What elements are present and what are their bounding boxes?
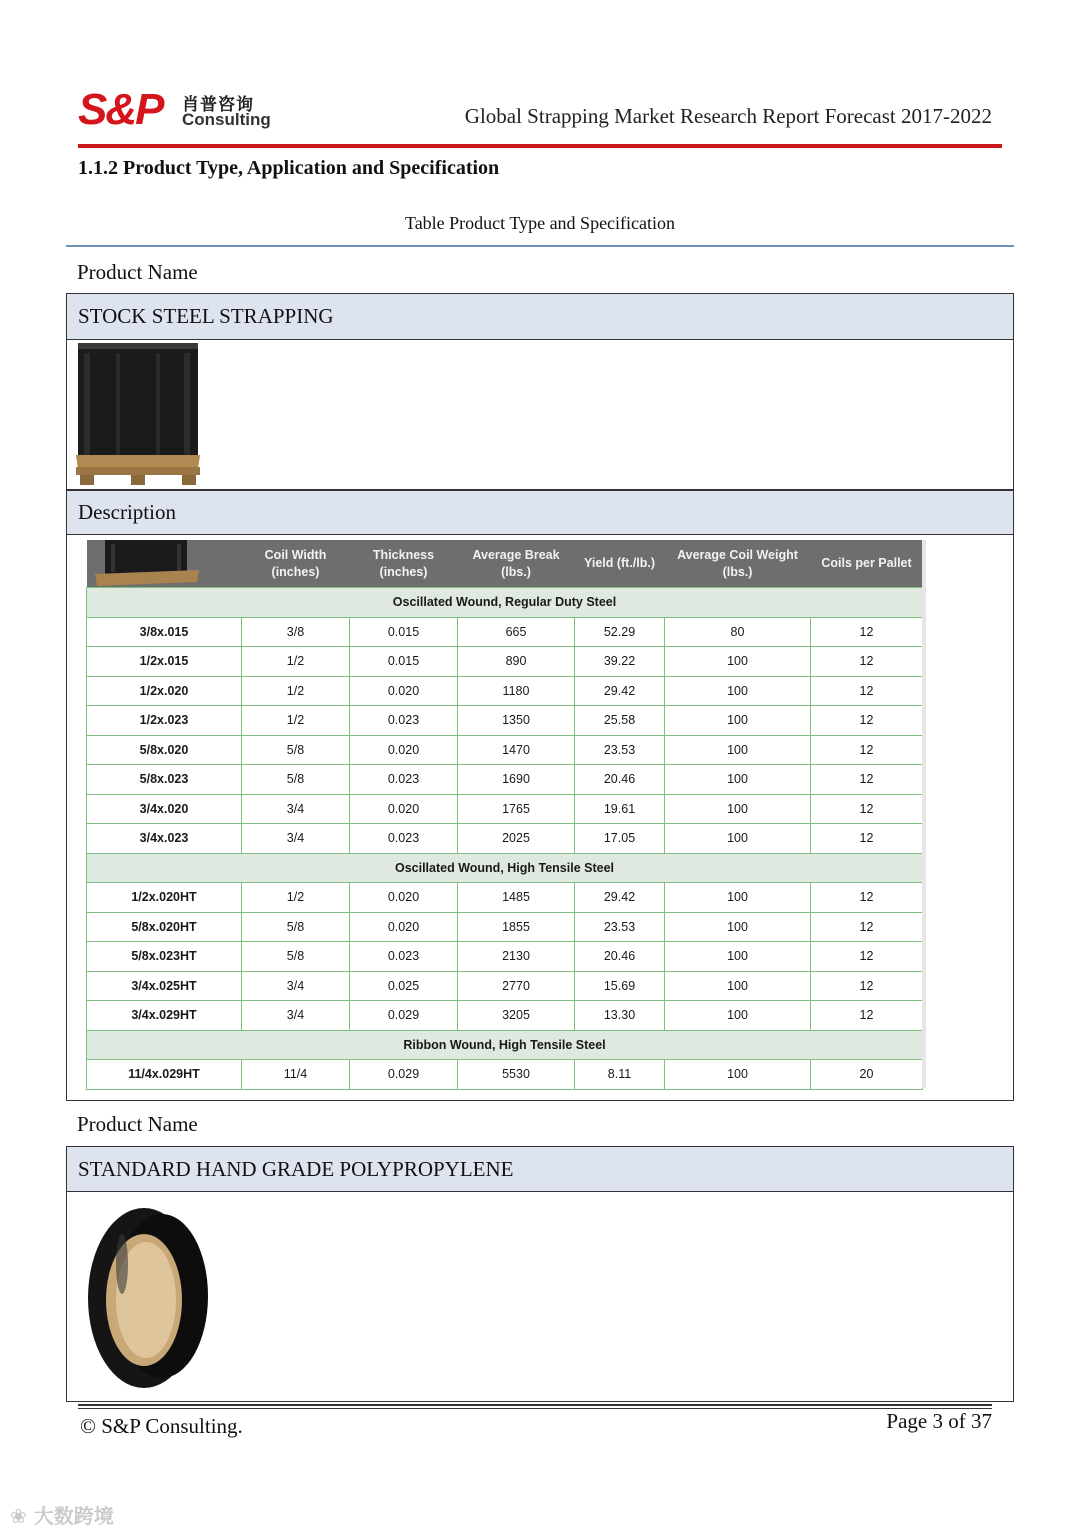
table-cell: 12 bbox=[811, 617, 923, 647]
header-rule bbox=[78, 144, 1002, 148]
table-cell: 5/8 bbox=[242, 735, 350, 765]
table-cell: 2770 bbox=[458, 971, 575, 1001]
table-cell: 80 bbox=[665, 617, 811, 647]
table-cell: 100 bbox=[665, 647, 811, 677]
header-image-cell bbox=[87, 540, 242, 588]
table-cell: 100 bbox=[665, 942, 811, 972]
table-row bbox=[87, 942, 923, 972]
table-cell: 1350 bbox=[458, 706, 575, 736]
table-row bbox=[87, 1001, 923, 1031]
table-cell: 100 bbox=[665, 824, 811, 854]
table-cell: 11/4 bbox=[242, 1060, 350, 1090]
table-cell: 12 bbox=[811, 883, 923, 913]
table-cell: 3205 bbox=[458, 1001, 575, 1031]
table-cell: 23.53 bbox=[575, 912, 665, 942]
table-cell: 1/2 bbox=[242, 676, 350, 706]
table-cell: 3/4x.023 bbox=[87, 824, 242, 854]
table-cell: 1/2x.020HT bbox=[87, 883, 242, 913]
company-logo bbox=[78, 85, 288, 136]
table-row bbox=[87, 971, 923, 1001]
spec-header-row bbox=[87, 540, 923, 588]
table-cell: 1470 bbox=[458, 735, 575, 765]
table-cell: 25.58 bbox=[575, 706, 665, 736]
report-title: Global Strapping Market Research Report Forecast 2017-2022 bbox=[464, 104, 992, 128]
table-cell: 3/4 bbox=[242, 1001, 350, 1031]
table-row bbox=[87, 706, 923, 736]
table-cell: 665 bbox=[458, 617, 575, 647]
logo-main: S&P bbox=[78, 85, 163, 134]
watermark-icon: ❀ bbox=[10, 1504, 34, 1528]
table-cell: 3/4 bbox=[242, 794, 350, 824]
caption-rule bbox=[66, 245, 1014, 247]
product-name-label: Product Name bbox=[77, 259, 198, 284]
table-cell: 2130 bbox=[458, 942, 575, 972]
header-coils-per-pallet: Coils per Pallet bbox=[811, 540, 923, 588]
table-cell: 0.020 bbox=[350, 794, 458, 824]
table-cell: 890 bbox=[458, 647, 575, 677]
table-cell: 100 bbox=[665, 735, 811, 765]
table-cell: 100 bbox=[665, 883, 811, 913]
table-cell: 12 bbox=[811, 971, 923, 1001]
spec-body bbox=[87, 588, 923, 1090]
product-name-label-2: Product Name bbox=[77, 1111, 198, 1136]
product-name: STOCK STEEL STRAPPING bbox=[67, 294, 1013, 340]
table-cell: 100 bbox=[665, 765, 811, 795]
product-name-2: STANDARD HAND GRADE POLYPROPYLENE bbox=[67, 1147, 1013, 1192]
table-cell: 0.020 bbox=[350, 676, 458, 706]
header-average-break: Average Break (lbs.) bbox=[458, 540, 575, 588]
table-row bbox=[87, 824, 923, 854]
table-cell: 100 bbox=[665, 794, 811, 824]
table-cell: 1/2 bbox=[242, 647, 350, 677]
table-cell: 3/4x.025HT bbox=[87, 971, 242, 1001]
table-cell: 12 bbox=[811, 794, 923, 824]
table-cell: 12 bbox=[811, 765, 923, 795]
table-cell: 12 bbox=[811, 676, 923, 706]
group-row bbox=[87, 853, 923, 883]
table-cell: 0.015 bbox=[350, 647, 458, 677]
table-cell: 0.020 bbox=[350, 883, 458, 913]
table-cell: 1/2x.023 bbox=[87, 706, 242, 736]
table-cell: 20.46 bbox=[575, 942, 665, 972]
table-cell: 5/8 bbox=[242, 765, 350, 795]
table-cell: 5530 bbox=[458, 1060, 575, 1090]
table-cell: 5/8x.020 bbox=[87, 735, 242, 765]
table-cell: 23.53 bbox=[575, 735, 665, 765]
table-cell: 3/4 bbox=[242, 971, 350, 1001]
table-cell: 100 bbox=[665, 971, 811, 1001]
table-cell: 0.023 bbox=[350, 706, 458, 736]
table-cell: 3/4x.020 bbox=[87, 794, 242, 824]
table-cell: 52.29 bbox=[575, 617, 665, 647]
table-cell: 0.020 bbox=[350, 912, 458, 942]
table-cell: 12 bbox=[811, 942, 923, 972]
table-cell: 3/8 bbox=[242, 617, 350, 647]
group-title: Ribbon Wound, High Tensile Steel bbox=[87, 1030, 923, 1060]
table-cell: 0.020 bbox=[350, 735, 458, 765]
copyright: © S&P Consulting. bbox=[80, 1414, 243, 1438]
table-cell: 13.30 bbox=[575, 1001, 665, 1031]
header-yield: Yield (ft./lb.) bbox=[575, 540, 665, 588]
steel-coil-image bbox=[76, 343, 202, 488]
table-cell: 0.029 bbox=[350, 1001, 458, 1031]
header-thickness: Thickness (inches) bbox=[350, 540, 458, 588]
table-row bbox=[87, 676, 923, 706]
table-cell: 1485 bbox=[458, 883, 575, 913]
table-cell: 100 bbox=[665, 1060, 811, 1090]
table-cell: 12 bbox=[811, 912, 923, 942]
table-cell: 12 bbox=[811, 824, 923, 854]
table-cell: 3/4 bbox=[242, 824, 350, 854]
table-cell: 5/8 bbox=[242, 912, 350, 942]
spec-table-wrap bbox=[86, 540, 922, 1088]
table-cell: 12 bbox=[811, 1001, 923, 1031]
table-cell: 1/2x.020 bbox=[87, 676, 242, 706]
table-row bbox=[87, 912, 923, 942]
table-cell: 12 bbox=[811, 647, 923, 677]
table-cell: 12 bbox=[811, 735, 923, 765]
table-cell: 100 bbox=[665, 1001, 811, 1031]
table-cell: 0.023 bbox=[350, 824, 458, 854]
table-cell: 1/2 bbox=[242, 883, 350, 913]
page-number: Page 3 of 37 bbox=[886, 1409, 992, 1433]
table-row bbox=[87, 735, 923, 765]
group-title: Oscillated Wound, High Tensile Steel bbox=[87, 853, 923, 883]
group-title: Oscillated Wound, Regular Duty Steel bbox=[87, 588, 923, 618]
section-heading: 1.1.2 Product Type, Application and Specification bbox=[78, 157, 500, 179]
table-cell: 11/4x.029HT bbox=[87, 1060, 242, 1090]
table-cell: 0.023 bbox=[350, 765, 458, 795]
logo-english: Consulting bbox=[182, 110, 271, 129]
table-cell: 1/2 bbox=[242, 706, 350, 736]
table-cell: 5/8x.023 bbox=[87, 765, 242, 795]
table-cell: 15.69 bbox=[575, 971, 665, 1001]
spec-table bbox=[86, 540, 923, 1090]
table-cell: 8.11 bbox=[575, 1060, 665, 1090]
table-cell: 29.42 bbox=[575, 676, 665, 706]
table-cell: 3/8x.015 bbox=[87, 617, 242, 647]
table-cell: 29.42 bbox=[575, 883, 665, 913]
table-cell: 5/8x.023HT bbox=[87, 942, 242, 972]
table-row bbox=[87, 617, 923, 647]
header-coil-weight: Average Coil Weight (lbs.) bbox=[665, 540, 811, 588]
table-cell: 5/8x.020HT bbox=[87, 912, 242, 942]
table-cell: 100 bbox=[665, 676, 811, 706]
table-cell: 39.22 bbox=[575, 647, 665, 677]
table-cell: 17.05 bbox=[575, 824, 665, 854]
footer-rule bbox=[78, 1404, 992, 1406]
table-row bbox=[87, 1060, 923, 1090]
table-cell: 3/4x.029HT bbox=[87, 1001, 242, 1031]
table-cell: 19.61 bbox=[575, 794, 665, 824]
group-row bbox=[87, 588, 923, 618]
header-coil-width: Coil Width (inches) bbox=[242, 540, 350, 588]
table-cell: 0.029 bbox=[350, 1060, 458, 1090]
group-row bbox=[87, 1030, 923, 1060]
watermark-text: 大数跨境 bbox=[33, 1504, 114, 1528]
table-cell: 0.023 bbox=[350, 942, 458, 972]
table-cell: 100 bbox=[665, 912, 811, 942]
table-cell: 5/8 bbox=[242, 942, 350, 972]
description-label: Description bbox=[67, 491, 1013, 535]
footer-rule-thin bbox=[78, 1408, 992, 1409]
table-cell: 2025 bbox=[458, 824, 575, 854]
polypropylene-coil-image bbox=[82, 1204, 212, 1392]
watermark bbox=[10, 1500, 114, 1529]
table-cell: 1855 bbox=[458, 912, 575, 942]
table-cell: 1/2x.015 bbox=[87, 647, 242, 677]
logo-chinese: 肖普咨询 bbox=[182, 95, 254, 115]
table-cell: 1765 bbox=[458, 794, 575, 824]
table-caption: Table Product Type and Specification bbox=[404, 213, 676, 233]
table-cell: 0.025 bbox=[350, 971, 458, 1001]
table-row bbox=[87, 647, 923, 677]
table-cell: 20.46 bbox=[575, 765, 665, 795]
table-row bbox=[87, 794, 923, 824]
table-cell: 100 bbox=[665, 706, 811, 736]
table-row bbox=[87, 765, 923, 795]
table-cell: 1690 bbox=[458, 765, 575, 795]
table-shadow bbox=[922, 540, 926, 1088]
table-cell: 1180 bbox=[458, 676, 575, 706]
table-cell: 12 bbox=[811, 706, 923, 736]
table-cell: 0.015 bbox=[350, 617, 458, 647]
table-row bbox=[87, 883, 923, 913]
table-cell: 20 bbox=[811, 1060, 923, 1090]
